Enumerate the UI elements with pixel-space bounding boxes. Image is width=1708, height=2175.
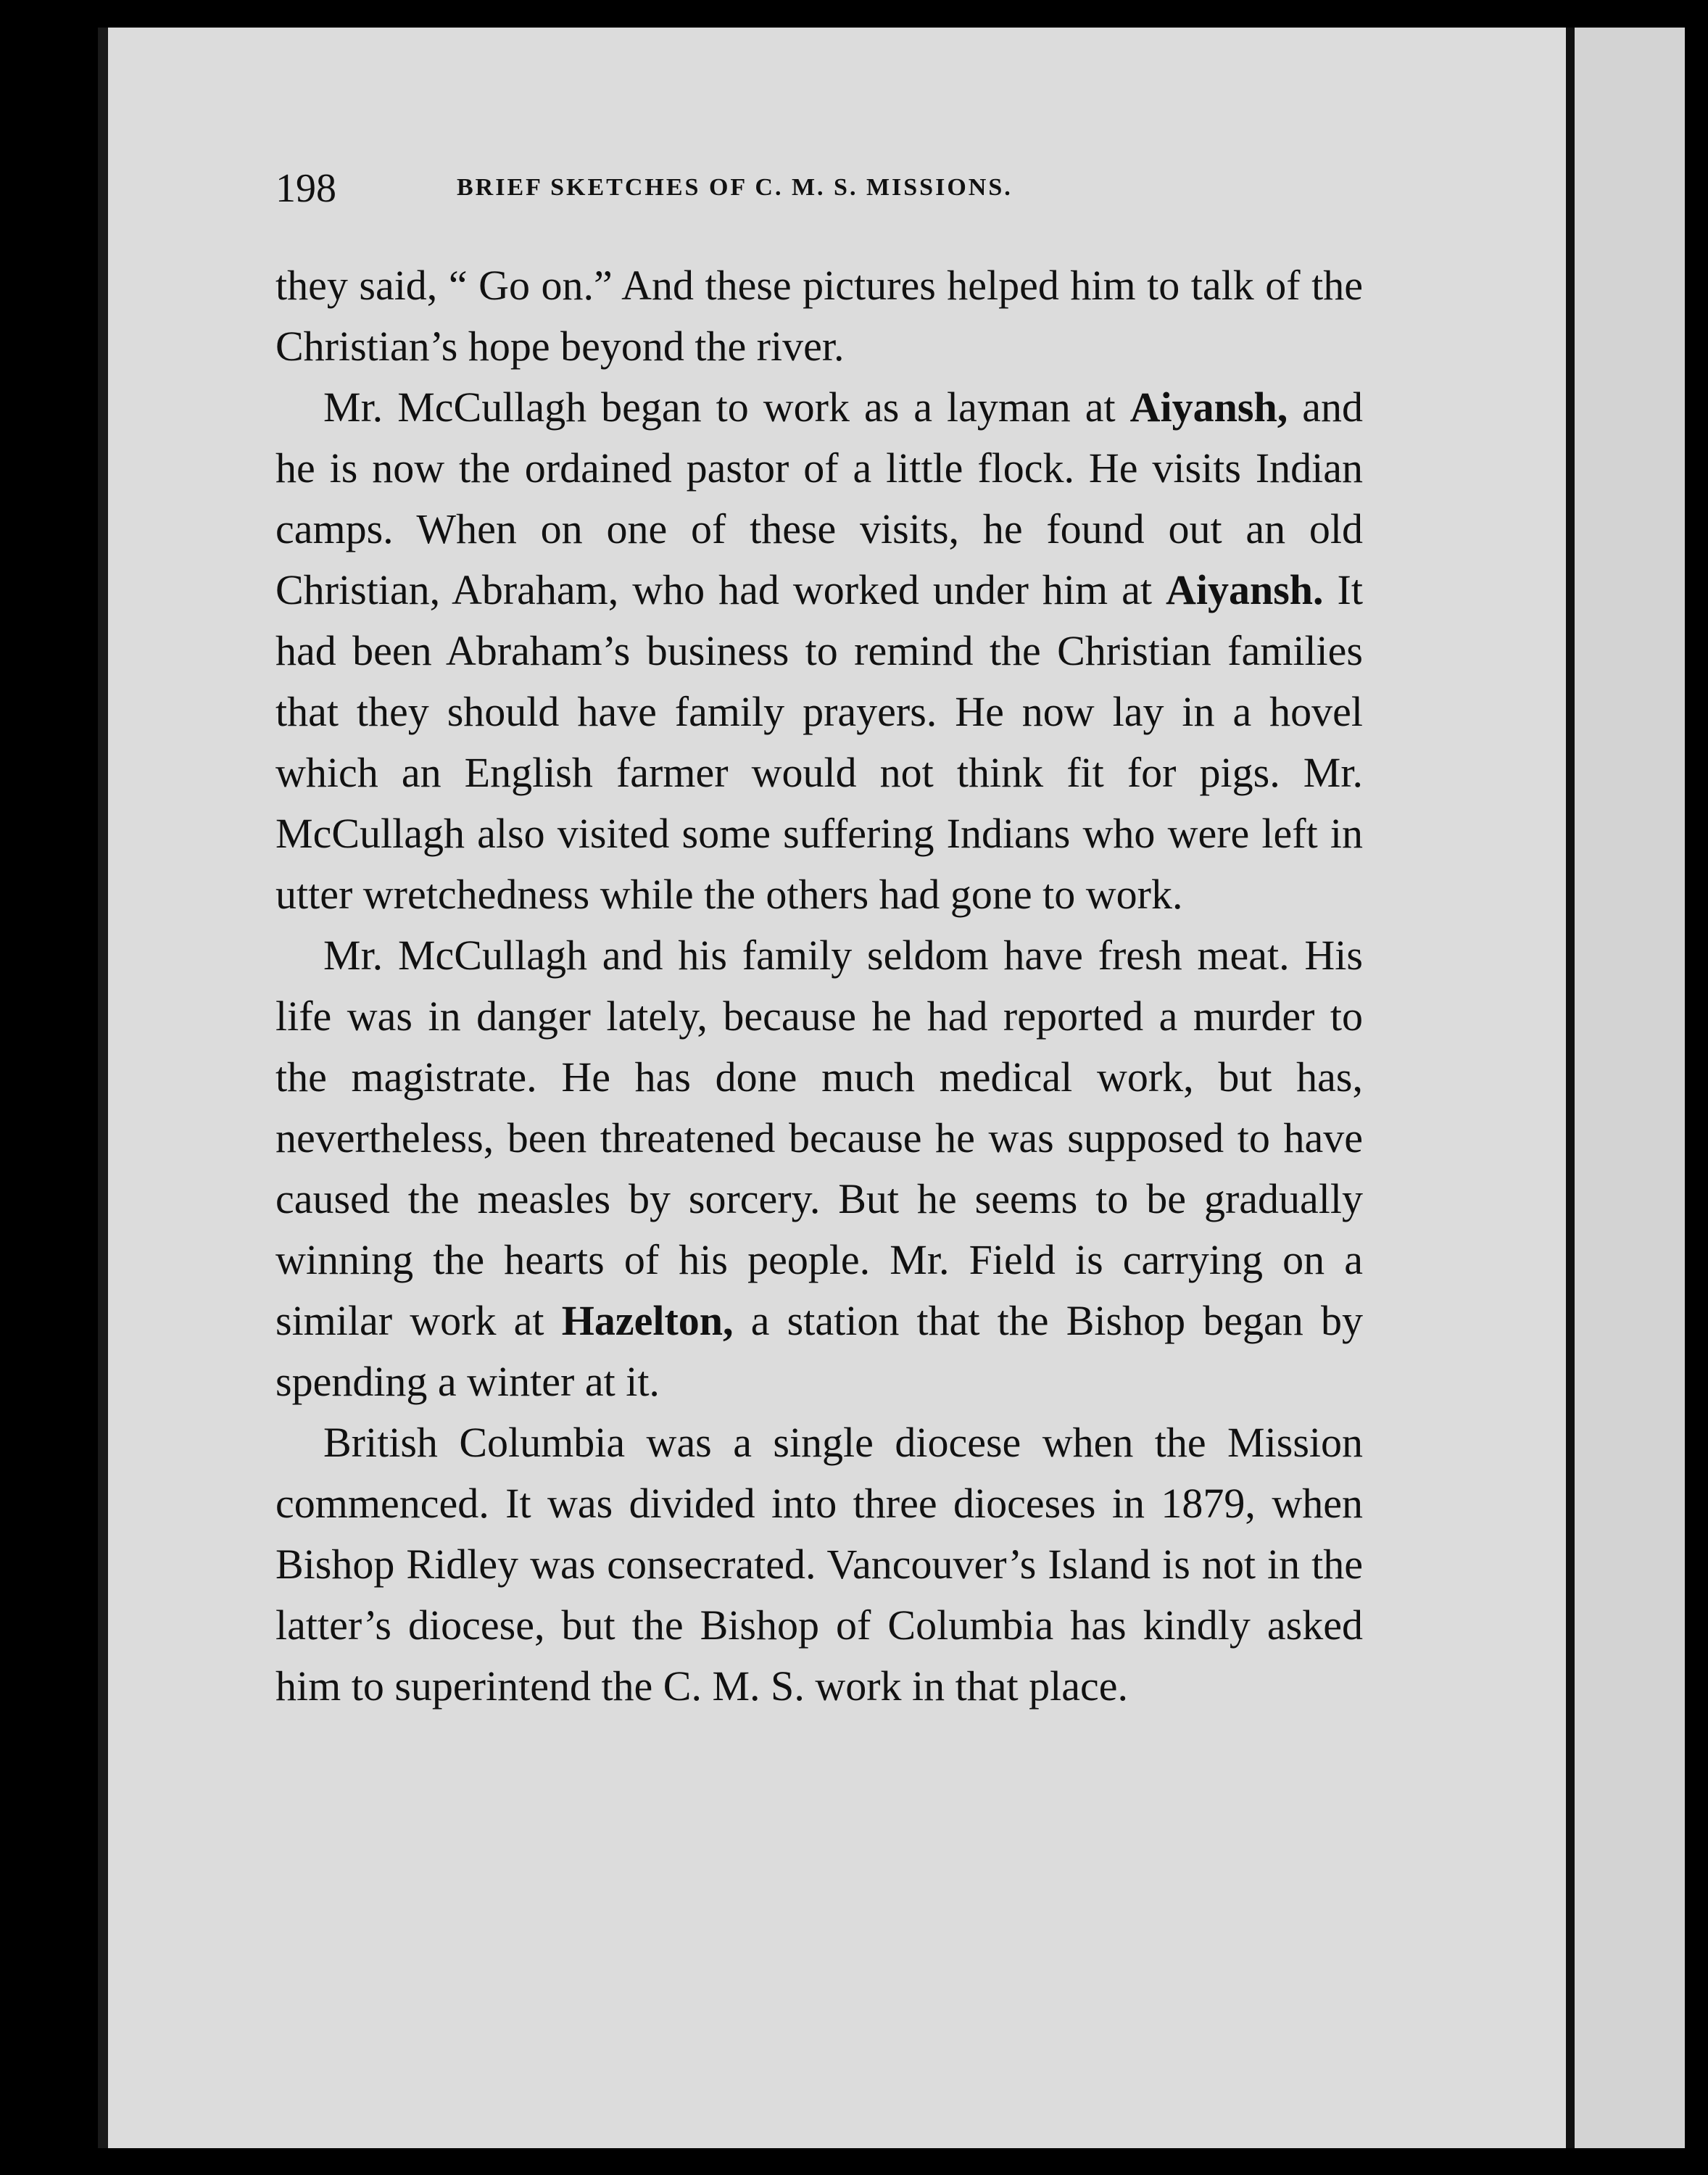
paragraph-1-text: they said, “ Go on.” And these pictures helped him to talk of the Christian’s hope beyond the river.	[275, 262, 1363, 370]
place-name-hazelton: Hazelton,	[561, 1297, 734, 1344]
paragraph-4	[275, 1412, 1363, 1717]
running-title: BRIEF SKETCHES OF C. M. S. MISSIONS.	[457, 174, 1013, 201]
facing-page-strip	[1575, 28, 1685, 2148]
paragraph-4-text: British Columbia was a single diocese when the Mission commenced. It was divided into three dioceses in 1879, when Bishop Ridley was consecrated. Vancouver’s Island is not in the latter’s diocese, but the Bishop of Columbia has kindly asked him to superintend the C. M. S. work in that place.	[275, 1419, 1363, 1710]
paragraph-2-text-b: and he is now the ordained pastor of a little flock. He visits Indian camps. When on one of these visits, he found out an old Christian, Abraham, who had worked under him at	[275, 384, 1363, 613]
place-name-aiyansh: Aiyansh,	[1129, 384, 1288, 431]
place-name-aiyansh-2: Aiyansh.	[1165, 566, 1324, 613]
paragraph-3	[275, 925, 1363, 1412]
page-number: 198	[275, 166, 336, 211]
page-right-edge	[1566, 28, 1575, 2148]
page-header	[275, 165, 1363, 209]
page-body	[275, 255, 1363, 1717]
paragraph-2-text-a: Mr. McCullagh began to work as a layman at	[323, 384, 1130, 431]
paragraph-2-text-c: It had been Abraham’s business to remind the Christian families that they should have family prayers. He now lay in a hovel which an English farmer would not think fit for pigs. Mr. McCullagh also visited some suffering Indians who were left in utter wretchedness while the others had gone to work.	[275, 566, 1363, 918]
paragraph-1	[275, 255, 1363, 377]
paragraph-3-text-b: a station that the Bishop began by spending a winter at it.	[275, 1297, 1363, 1405]
paragraph-2	[275, 377, 1363, 925]
paragraph-3-text-a: Mr. McCullagh and his family seldom have fresh meat. His life was in danger lately, because he had reported a murder to the magistrate. He has done much medical work, but has, nevertheless, been threatened because he was supposed to have caused the measles by sorcery. But he seems to be gradually winning the hearts of his people. Mr. Field is carrying on a similar work at	[275, 932, 1363, 1344]
page-gutter-edge	[98, 28, 108, 2148]
